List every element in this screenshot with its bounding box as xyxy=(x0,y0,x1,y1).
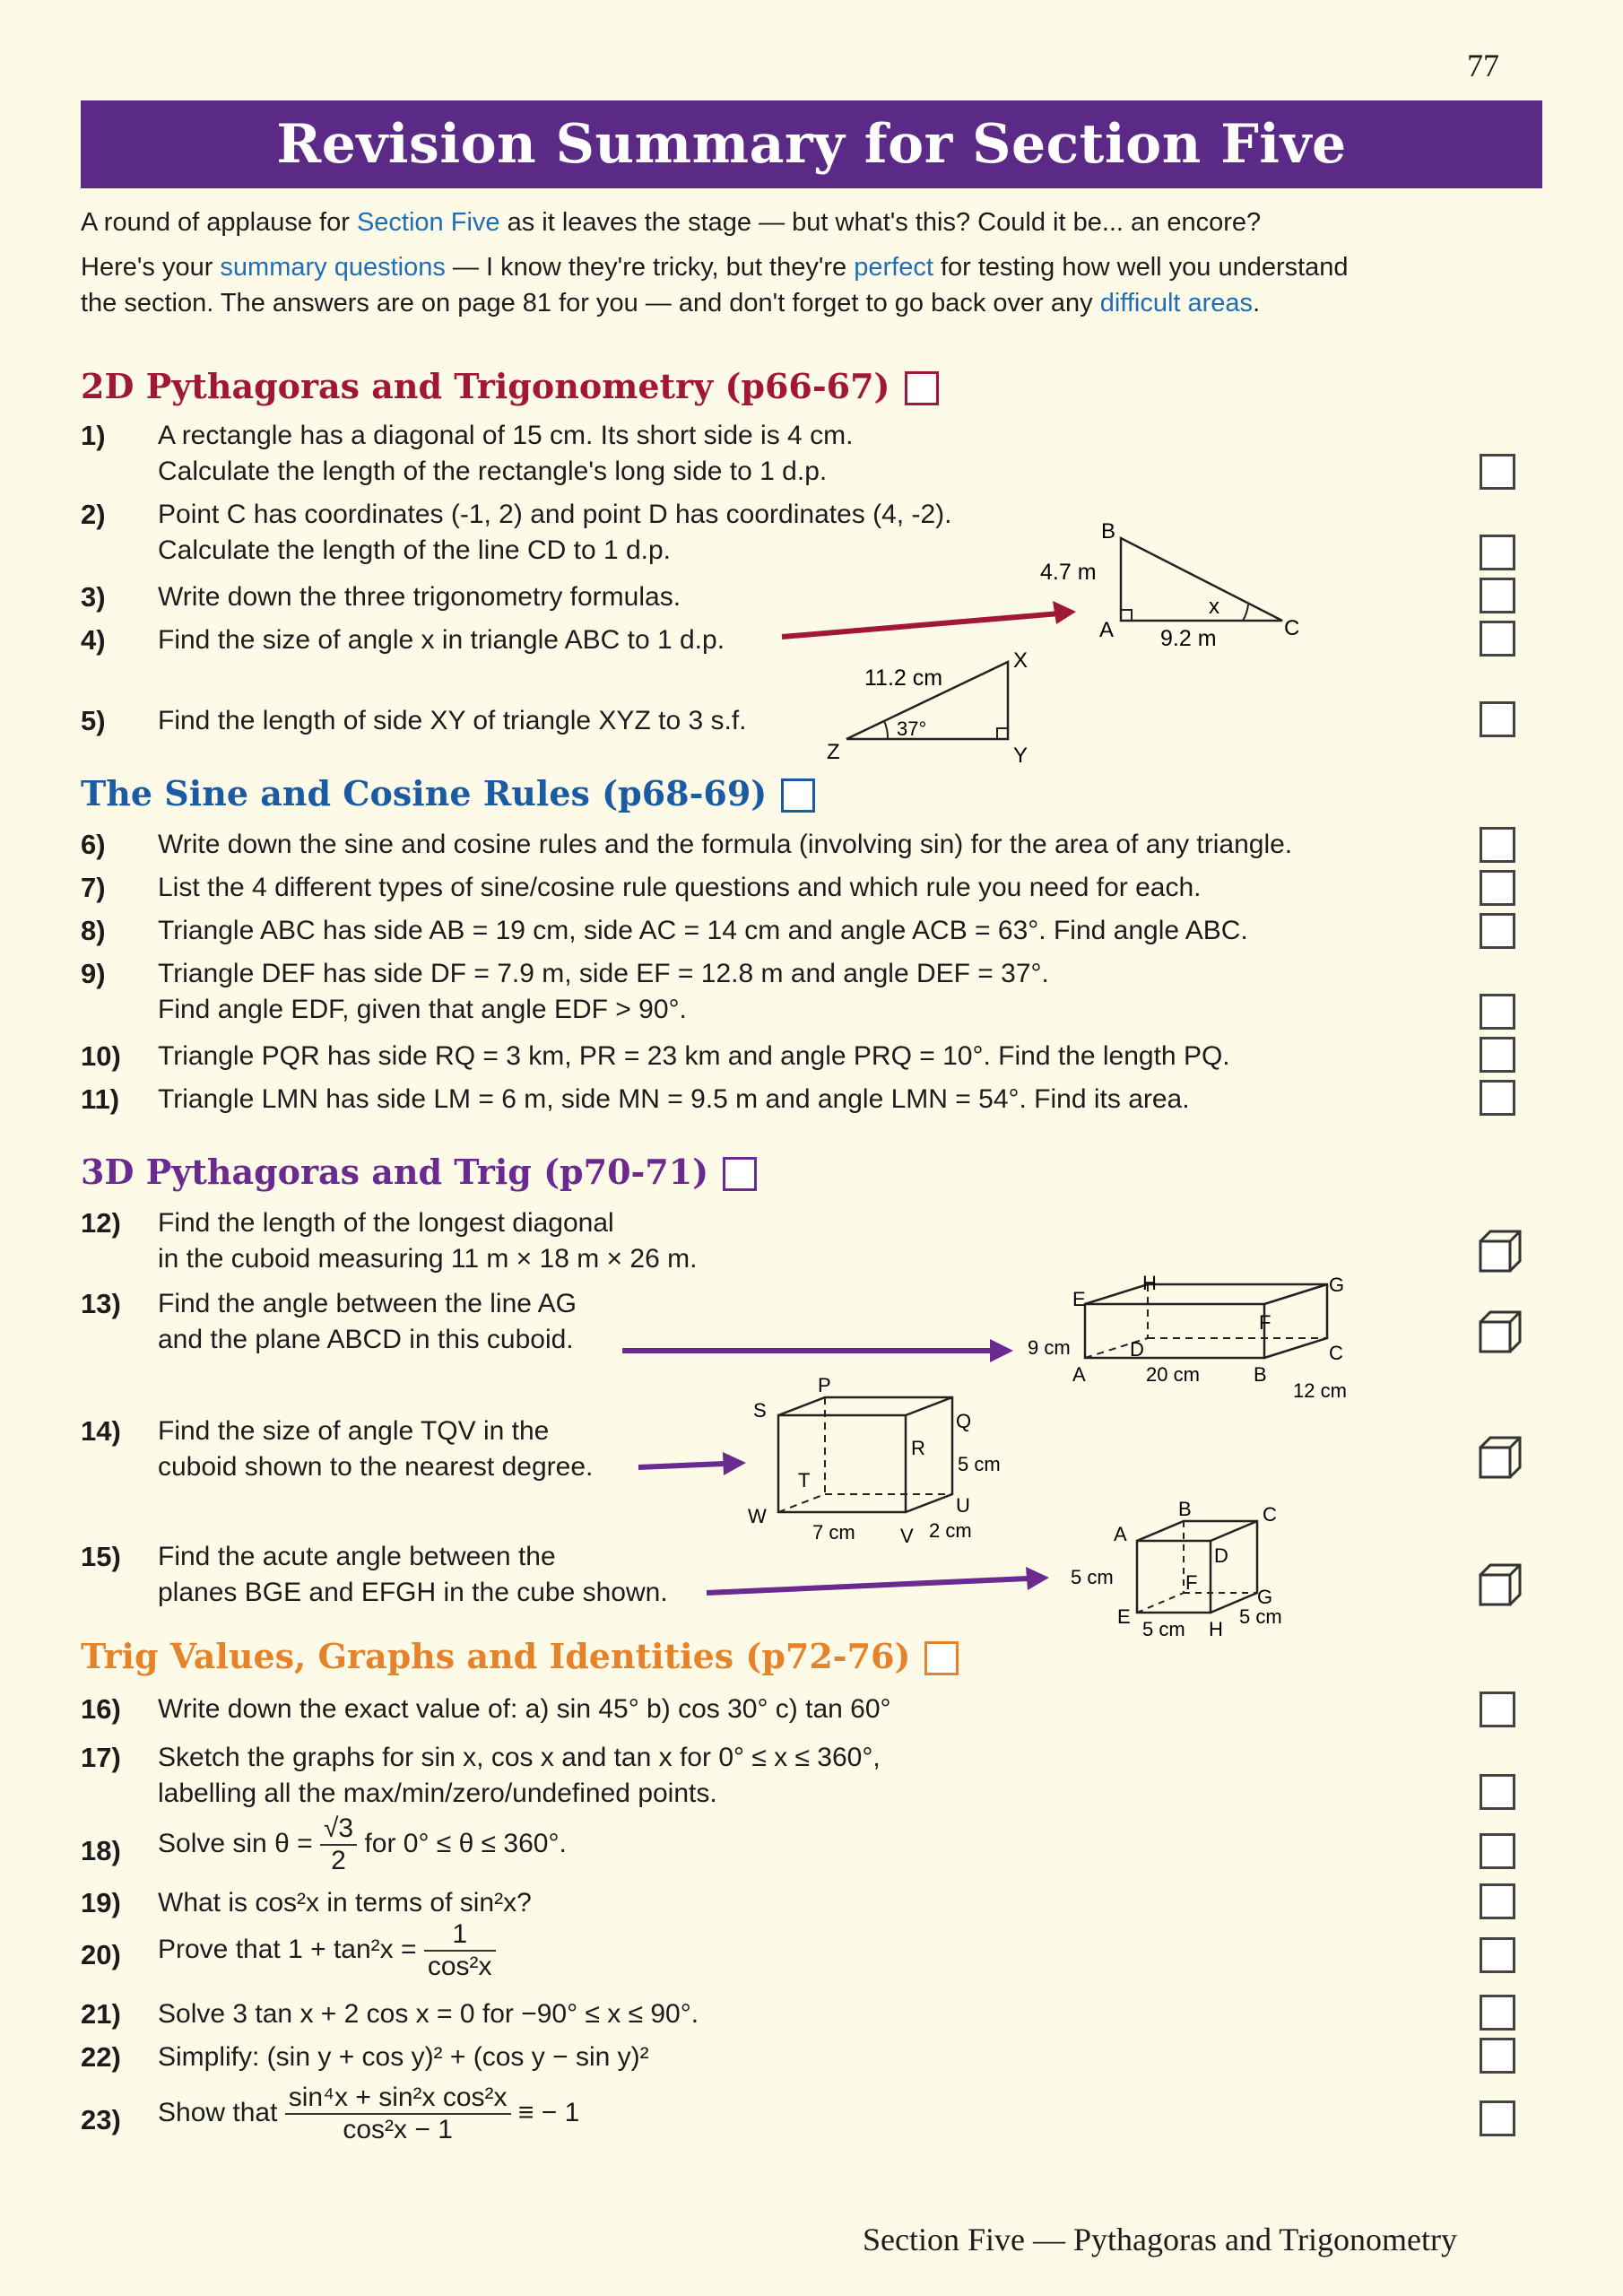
question-text: Point C has coordinates (-1, 2) and point D has coordinates (4, -2). xyxy=(158,500,952,529)
angle-arc xyxy=(884,721,888,739)
question-number: 20) xyxy=(81,1939,121,1970)
section-heading-2d-pythagoras xyxy=(81,366,939,406)
intro-highlight: difficult areas xyxy=(1099,289,1254,317)
label-R: R xyxy=(911,1437,925,1459)
section-title: The Sine and Cosine Rules (p68-69) xyxy=(81,773,768,813)
label-A: A xyxy=(1072,1363,1086,1386)
right-angle-mark xyxy=(1121,610,1132,621)
triangle-abc-diagram xyxy=(771,511,1309,655)
cube-checkbox-icon[interactable] xyxy=(1478,1435,1523,1480)
question-text: Sketch the graphs for sin x, cos x and tan x for 0° ≤ x ≤ 360°, xyxy=(158,1743,881,1772)
intro-line-3 xyxy=(81,285,1551,321)
question-12 xyxy=(158,1205,697,1277)
cuboid-edge xyxy=(906,1397,952,1415)
label-Q: Q xyxy=(956,1410,972,1432)
question-text: Find the length of the longest diagonal xyxy=(158,1208,614,1238)
intro-highlight: Section Five xyxy=(356,208,500,237)
question-checkbox[interactable] xyxy=(1480,1883,1515,1919)
question-13 xyxy=(158,1286,577,1358)
section-checkbox[interactable] xyxy=(905,371,939,405)
section-title: 3D Pythagoras and Trig (p70-71) xyxy=(81,1152,709,1192)
label-A: A xyxy=(1099,618,1115,642)
fraction-numerator: sin⁴x + sin²x cos²x xyxy=(285,2083,511,2115)
question-18 xyxy=(158,1813,567,1876)
label-C: C xyxy=(1263,1503,1277,1526)
question-checkbox[interactable] xyxy=(1480,827,1515,863)
question-text: Prove that 1 + tan²x = xyxy=(158,1934,424,1964)
cube-back-edges xyxy=(1137,1521,1257,1613)
label-angle: 37° xyxy=(897,718,927,740)
label-x: x xyxy=(1209,595,1219,619)
question-number: 23) xyxy=(81,2104,121,2135)
question-text: Find the size of angle TQV in the xyxy=(158,1416,550,1446)
question-20 xyxy=(158,1919,496,1982)
page-title: Revision Summary for Section Five xyxy=(276,113,1347,176)
fraction-denominator: cos²x − 1 xyxy=(343,2115,453,2144)
cube-checkbox-icon[interactable] xyxy=(1478,1562,1523,1607)
intro-text: Here's your xyxy=(81,253,221,282)
cube-checkbox-icon[interactable] xyxy=(1478,1309,1523,1354)
question-number: 5) xyxy=(81,705,106,736)
question-number: 17) xyxy=(81,1742,121,1773)
label-Z: Z xyxy=(827,740,840,764)
label-E: E xyxy=(1072,1288,1086,1310)
question-number: 1) xyxy=(81,420,106,451)
cuboid-q13-diagn xyxy=(1022,1274,1363,1417)
label-height: 5 cm xyxy=(1071,1566,1114,1588)
question-number: 18) xyxy=(81,1835,121,1866)
question-text: Calculate the length of the line CD to 1 d.p. xyxy=(158,535,672,565)
arrow-head xyxy=(723,1452,746,1475)
arrow-shaft xyxy=(707,1578,1028,1593)
question-10: Triangle PQR has side RQ = 3 km, PR = 23 km and angle PRQ = 10°. Find the length PQ. xyxy=(158,1041,1230,1071)
section-heading-3d-pythagoras xyxy=(81,1152,757,1192)
label-width: 5 cm xyxy=(1142,1618,1185,1640)
question-number: 19) xyxy=(81,1887,121,1918)
question-checkbox[interactable] xyxy=(1480,454,1515,490)
question-number: 3) xyxy=(81,581,106,613)
angle-arc xyxy=(1243,604,1248,621)
cube-front-face xyxy=(1137,1541,1211,1613)
question-checkbox[interactable] xyxy=(1480,621,1515,657)
question-number: 15) xyxy=(81,1541,121,1572)
pointer-arrow-head xyxy=(1053,601,1076,624)
label-height: 5 cm xyxy=(958,1453,1001,1475)
question-number: 7) xyxy=(81,872,106,903)
question-checkbox[interactable] xyxy=(1480,913,1515,949)
question-21: Solve 3 tan x + 2 cos x = 0 for −90° ≤ x ≤ 90°. xyxy=(158,1999,699,2029)
label-B: B xyxy=(1178,1498,1192,1520)
label-X: X xyxy=(1013,648,1028,673)
title-banner xyxy=(81,100,1542,188)
intro-text: the section. The answers are on page 81 for you — and don't forget to go back over any xyxy=(81,289,1100,317)
label-V: V xyxy=(900,1525,914,1547)
hidden-edge xyxy=(1137,1593,1184,1613)
cuboid-q14-diagn xyxy=(744,1378,1031,1548)
label-depth: 2 cm xyxy=(929,1519,972,1542)
question-number: 11) xyxy=(81,1083,120,1115)
question-17 xyxy=(158,1740,881,1812)
label-B: B xyxy=(1254,1363,1267,1386)
label-E: E xyxy=(1117,1605,1131,1628)
page-number: 77 xyxy=(1467,48,1499,83)
intro-text: — I know they're tricky, but they're xyxy=(445,253,855,282)
question-number: 2) xyxy=(81,499,106,530)
label-side-ac: 9.2 m xyxy=(1160,626,1217,651)
label-H: H xyxy=(1142,1274,1157,1294)
question-checkbox[interactable] xyxy=(1480,1692,1515,1727)
label-H: H xyxy=(1209,1618,1223,1640)
question-text: cuboid shown to the nearest degree. xyxy=(158,1452,594,1482)
label-T: T xyxy=(798,1469,811,1492)
question-9 xyxy=(158,956,1049,1028)
label-C: C xyxy=(1329,1342,1343,1364)
fraction-numerator: 1 xyxy=(424,1919,496,1952)
section-heading-sine-cosine xyxy=(81,773,815,813)
label-D: D xyxy=(1214,1544,1228,1567)
intro-highlight: perfect xyxy=(854,253,933,282)
label-hypotenuse: 11.2 cm xyxy=(864,665,943,691)
question-text: Triangle DEF has side DF = 7.9 m, side EF = 12.8 m and angle DEF = 37°. xyxy=(158,959,1049,988)
question-14 xyxy=(158,1413,593,1485)
question-15 xyxy=(158,1539,668,1611)
question-text: Calculate the length of the rectangle's long side to 1 d.p. xyxy=(158,457,828,486)
question-number: 12) xyxy=(81,1207,121,1239)
fraction-denominator: cos²x xyxy=(427,1952,492,1981)
question-text: Find the acute angle between the xyxy=(158,1542,556,1571)
pointer-arrow-shaft xyxy=(782,613,1060,637)
page-footer: Section Five — Pythagoras and Trigonometry xyxy=(863,2222,1457,2257)
label-width: 20 cm xyxy=(1146,1363,1200,1386)
question-number: 22) xyxy=(81,2041,121,2073)
question-6: Write down the sine and cosine rules and the formula (involving sin) for the area of any triangle. xyxy=(158,830,1293,859)
fraction-numerator: √3 xyxy=(320,1813,357,1846)
question-checkbox[interactable] xyxy=(1480,870,1515,906)
question-number: 16) xyxy=(81,1693,121,1725)
intro-text: A round of applause for xyxy=(81,208,357,237)
intro-line-2 xyxy=(81,249,1551,285)
fraction xyxy=(320,1813,357,1876)
question-number: 9) xyxy=(81,958,106,989)
question-11: Triangle LMN has side LM = 6 m, side MN = 9.5 m and angle LMN = 54°. Find its area. xyxy=(158,1084,1190,1114)
question-text: labelling all the max/min/zero/undefined points. xyxy=(158,1779,717,1808)
label-height: 9 cm xyxy=(1028,1336,1071,1359)
question-4: Find the size of angle x in triangle ABC to 1 d.p. xyxy=(158,625,725,655)
question-checkbox[interactable] xyxy=(1480,2100,1515,2136)
label-S: S xyxy=(753,1399,767,1422)
question-text: and the plane ABCD in this cuboid. xyxy=(158,1325,574,1354)
label-Y: Y xyxy=(1013,744,1028,768)
label-G: G xyxy=(1329,1274,1345,1296)
question-number: 14) xyxy=(81,1415,121,1447)
arrow-head xyxy=(990,1339,1013,1362)
section-heading-trig-values xyxy=(81,1636,959,1676)
section-checkbox[interactable] xyxy=(723,1157,757,1191)
question-checkbox[interactable] xyxy=(1480,701,1515,737)
cube-checkbox-icon[interactable] xyxy=(1478,1229,1523,1274)
label-width: 7 cm xyxy=(812,1521,855,1544)
question-number: 4) xyxy=(81,624,106,656)
label-F: F xyxy=(1185,1571,1198,1594)
question-checkbox[interactable] xyxy=(1480,1774,1515,1810)
fraction xyxy=(285,2083,511,2145)
section-title: 2D Pythagoras and Trigonometry (p66-67) xyxy=(81,366,890,406)
label-C: C xyxy=(1284,616,1300,640)
question-checkbox[interactable] xyxy=(1480,578,1515,613)
fraction xyxy=(424,1919,496,1982)
label-side-ab: 4.7 m xyxy=(1040,560,1097,585)
intro-line-1 xyxy=(81,204,1551,240)
label-depth: 12 cm xyxy=(1293,1379,1347,1402)
label-W: W xyxy=(748,1505,767,1527)
question-8: Triangle ABC has side AB = 19 cm, side AC = 14 cm and angle ACB = 63°. Find angle ABC. xyxy=(158,916,1248,945)
intro-text: for testing how well you understand xyxy=(933,253,1349,282)
question-3: Write down the three trigonometry formulas. xyxy=(158,582,681,612)
question-checkbox[interactable] xyxy=(1480,1937,1515,1973)
label-D: D xyxy=(1130,1338,1144,1361)
question-number: 6) xyxy=(81,829,106,860)
question-text: Find the angle between the line AG xyxy=(158,1289,577,1318)
label-B: B xyxy=(1101,519,1116,544)
right-angle-mark xyxy=(997,728,1008,739)
question-number: 10) xyxy=(81,1040,121,1072)
fraction-denominator: 2 xyxy=(331,1846,346,1875)
question-16: Write down the exact value of: a) sin 45° b) cos 30° c) tan 60° xyxy=(158,1694,891,1724)
question-7: List the 4 different types of sine/cosine rule questions and which rule you need for each. xyxy=(158,873,1202,902)
intro-highlight: summary questions xyxy=(220,253,446,282)
question-checkbox[interactable] xyxy=(1480,535,1515,570)
question-19: What is cos²x in terms of sin²x? xyxy=(158,1888,532,1918)
question-checkbox[interactable] xyxy=(1480,1037,1515,1073)
label-A: A xyxy=(1114,1523,1127,1545)
question-checkbox[interactable] xyxy=(1480,994,1515,1030)
triangle-xyz-diagram xyxy=(816,646,1049,771)
label-P: P xyxy=(818,1378,831,1396)
label-F: F xyxy=(1259,1311,1271,1334)
question-22: Simplify: (sin y + cos y)² + (cos y − sin y)² xyxy=(158,2042,649,2072)
triangle-abc xyxy=(1121,538,1282,621)
section-title: Trig Values, Graphs and Identities (p72-76) xyxy=(81,1636,911,1676)
question-text: Solve sin θ = xyxy=(158,1828,320,1858)
pointer-arrow-q13 xyxy=(619,1335,1022,1367)
question-text: A rectangle has a diagonal of 15 cm. Its short side is 4 cm. xyxy=(158,421,854,450)
label-G: G xyxy=(1257,1586,1273,1608)
cuboid-front-face xyxy=(778,1415,906,1512)
question-checkbox[interactable] xyxy=(1480,1080,1515,1116)
cuboid-edge xyxy=(1264,1284,1327,1304)
intro-text: as it leaves the stage — but what's this? Could it be... an encore? xyxy=(499,208,1262,237)
question-number: 21) xyxy=(81,1998,121,2030)
question-5: Find the length of side XY of triangle XYZ to 3 s.f. xyxy=(158,706,747,735)
question-text: for 0° ≤ θ ≤ 360°. xyxy=(364,1828,567,1858)
question-checkbox[interactable] xyxy=(1480,1995,1515,2031)
pointer-arrow-q15 xyxy=(703,1566,1062,1602)
arrow-shaft xyxy=(638,1464,725,1467)
question-checkbox[interactable] xyxy=(1480,1833,1515,1869)
question-text: ≡ − 1 xyxy=(517,2097,580,2127)
question-text: Find angle EDF, given that angle EDF > 90°. xyxy=(158,995,687,1024)
question-1 xyxy=(158,418,853,490)
cube-q15-diagram xyxy=(1067,1494,1300,1647)
label-depth: 5 cm xyxy=(1239,1605,1282,1628)
arrow-head xyxy=(1026,1567,1049,1590)
question-text: planes BGE and EFGH in the cube shown. xyxy=(158,1578,668,1607)
question-number: 13) xyxy=(81,1288,121,1319)
cube-edge xyxy=(1211,1521,1257,1541)
question-23 xyxy=(158,2083,579,2145)
section-checkbox[interactable] xyxy=(781,778,815,813)
section-checkbox[interactable] xyxy=(924,1641,959,1675)
question-number: 8) xyxy=(81,915,106,946)
question-text: Show that xyxy=(158,2097,285,2127)
label-U: U xyxy=(956,1494,970,1517)
pointer-arrow-q14 xyxy=(635,1449,751,1482)
intro-text: . xyxy=(1253,289,1261,317)
question-checkbox[interactable] xyxy=(1480,2038,1515,2074)
question-text: in the cuboid measuring 11 m × 18 m × 26 m. xyxy=(158,1244,698,1274)
hidden-edge xyxy=(778,1494,825,1512)
